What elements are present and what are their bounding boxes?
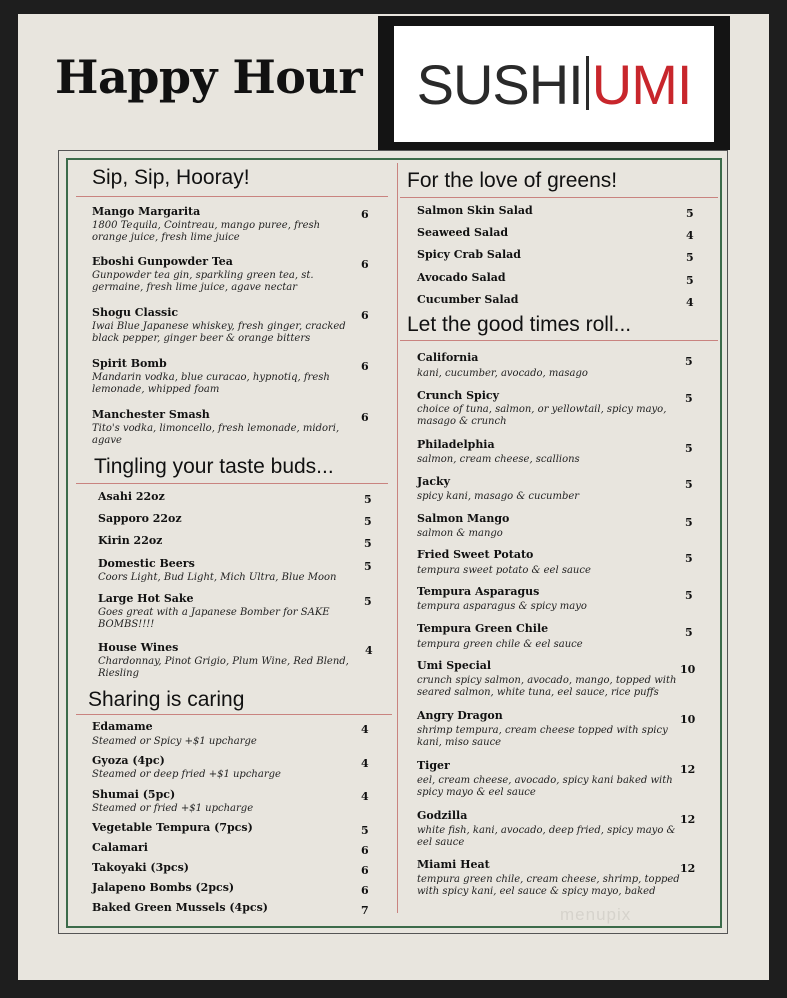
item-name: Gyoza (4pc) — [92, 754, 165, 767]
logo-divider — [586, 56, 589, 110]
item-name: Tempura Asparagus — [417, 585, 540, 598]
section-divider — [400, 340, 718, 341]
item-description: Chardonnay, Pinot Grigio, Plum Wine, Red Blend, Riesling — [98, 656, 349, 679]
section-divider — [400, 197, 718, 198]
item-name: Miami Heat — [417, 858, 490, 871]
item-name: Fried Sweet Potato — [417, 548, 534, 561]
item-name: Eboshi Gunpowder Tea — [92, 255, 233, 268]
item-description: Steamed or deep fried +$1 upcharge — [92, 769, 281, 780]
item-name: House Wines — [98, 641, 179, 654]
column-divider — [397, 163, 398, 913]
item-description: Coors Light, Bud Light, Mich Ultra, Blue Moon — [98, 572, 337, 583]
item-price: 5 — [686, 251, 694, 264]
item-price: 4 — [686, 296, 694, 309]
item-price: 10 — [680, 713, 696, 726]
item-description: tempura green chile & eel sauce — [417, 639, 583, 650]
item-name: Cucumber Salad — [417, 293, 519, 306]
section-title-rolls: Let the good times roll... — [407, 313, 632, 336]
item-name: Avocado Salad — [417, 271, 506, 284]
item-description: tempura asparagus & spicy mayo — [417, 601, 587, 612]
item-price: 5 — [364, 493, 372, 506]
page-title: Happy Hour — [55, 50, 363, 104]
item-description: tempura green chile, cream cheese, shrimp, topped with spicy kani, eel sauce & spicy mayo, baked — [417, 874, 680, 897]
watermark: menupix — [560, 905, 632, 924]
section-title-salads: For the love of greens! — [407, 169, 618, 192]
item-price: 6 — [361, 208, 369, 221]
section-divider — [76, 714, 392, 715]
item-price: 6 — [361, 258, 369, 271]
item-price: 6 — [361, 884, 369, 897]
logo — [378, 16, 730, 150]
item-name: Asahi 22oz — [98, 490, 165, 503]
item-name: Godzilla — [417, 809, 468, 822]
item-name: California — [417, 351, 479, 364]
item-name: Philadelphia — [417, 438, 495, 451]
item-description: 1800 Tequila, Cointreau, mango puree, fresh orange juice, fresh lime juice — [92, 220, 321, 243]
item-price: 4 — [686, 229, 694, 242]
item-name: Salmon Skin Salad — [417, 204, 533, 217]
item-name: Seaweed Salad — [417, 226, 509, 239]
item-price: 6 — [361, 411, 369, 424]
item-price: 12 — [680, 763, 696, 776]
item-price: 4 — [361, 757, 369, 770]
item-description: Iwai Blue Japanese whiskey, fresh ginger, cracked black pepper, ginger beer & orange bitters — [92, 321, 346, 344]
item-price: 5 — [361, 824, 369, 837]
item-name: Shogu Classic — [92, 306, 179, 319]
item-name: Shumai (5pc) — [92, 788, 176, 801]
item-name: Calamari — [92, 841, 148, 854]
item-price: 4 — [361, 723, 369, 736]
item-name: Crunch Spicy — [417, 389, 499, 402]
item-price: 4 — [361, 790, 369, 803]
section-title-sharing: Sharing is caring — [88, 688, 245, 711]
section-divider — [76, 196, 388, 197]
item-name: Spirit Bomb — [92, 357, 167, 370]
logo-panel — [394, 26, 714, 142]
item-name: Salmon Mango — [417, 512, 510, 525]
item-name: Mango Margarita — [92, 205, 201, 218]
item-name: Domestic Beers — [98, 557, 195, 570]
item-name: Tempura Green Chile — [417, 622, 549, 635]
item-description: spicy kani, masago & cucumber — [417, 491, 580, 502]
item-description: Gunpowder tea gin, sparkling green tea, st. germaine, fresh lime juice, agave nectar — [92, 270, 314, 293]
section-title-cocktails: Sip, Sip, Hooray! — [92, 166, 250, 189]
item-price: 5 — [685, 552, 693, 565]
item-name: Vegetable Tempura (7pcs) — [92, 821, 253, 834]
item-price: 5 — [364, 515, 372, 528]
item-price: 5 — [364, 560, 372, 573]
item-price: 6 — [361, 360, 369, 373]
item-name: Umi Special — [417, 659, 492, 672]
section-divider — [76, 483, 388, 484]
item-description: salmon, cream cheese, scallions — [417, 454, 580, 465]
item-name: Manchester Smash — [92, 408, 210, 421]
item-price: 5 — [686, 207, 694, 220]
logo-text-umi: UMI — [591, 52, 692, 116]
item-description: Goes great with a Japanese Bomber for SAKE BOMBS!!!! — [98, 607, 330, 630]
item-price: 6 — [361, 309, 369, 322]
item-price: 6 — [361, 844, 369, 857]
item-description: salmon & mango — [417, 528, 503, 539]
item-description: eel, cream cheese, avocado, spicy kani baked with spicy mayo & eel sauce — [417, 775, 673, 798]
item-price: 4 — [365, 644, 373, 657]
item-name: Edamame — [92, 720, 153, 733]
item-price: 5 — [686, 274, 694, 287]
item-price: 5 — [685, 392, 693, 405]
logo-wordmark — [416, 52, 692, 116]
item-price: 12 — [680, 813, 696, 826]
item-price: 5 — [364, 595, 372, 608]
section-title-beer-sake: Tingling your taste buds... — [94, 455, 334, 478]
item-name: Jalapeno Bombs (2pcs) — [92, 881, 235, 894]
item-price: 5 — [685, 589, 693, 602]
item-description: Steamed or fried +$1 upcharge — [92, 803, 254, 814]
item-price: 5 — [364, 537, 372, 550]
item-description: shrimp tempura, cream cheese topped with spicy kani, miso sauce — [417, 725, 668, 748]
item-name: Jacky — [417, 475, 451, 488]
item-description: white fish, kani, avocado, deep fried, spicy mayo & eel sauce — [417, 825, 676, 848]
item-name: Kirin 22oz — [98, 534, 163, 547]
item-price: 5 — [685, 442, 693, 455]
item-price: 7 — [361, 904, 369, 917]
item-name: Tiger — [417, 759, 450, 772]
item-name: Sapporo 22oz — [98, 512, 182, 525]
item-name: Baked Green Mussels (4pcs) — [92, 901, 268, 914]
item-name: Angry Dragon — [417, 709, 503, 722]
item-name: Large Hot Sake — [98, 592, 194, 605]
item-description: Steamed or Spicy +$1 upcharge — [92, 736, 257, 747]
item-description: Tito's vodka, limoncello, fresh lemonade, midori, agave — [92, 423, 340, 446]
item-price: 12 — [680, 862, 696, 875]
logo-text-sushi: SUSHI — [416, 52, 583, 116]
item-description: choice of tuna, salmon, or yellowtail, spicy mayo, masago & crunch — [417, 404, 667, 427]
item-description: crunch spicy salmon, avocado, mango, topped with seared salmon, white tuna, eel sauce, rice puffs — [417, 675, 677, 698]
item-description: tempura sweet potato & eel sauce — [417, 565, 591, 576]
item-description: kani, cucumber, avocado, masago — [417, 368, 588, 379]
item-name: Takoyaki (3pcs) — [92, 861, 190, 874]
item-price: 5 — [685, 478, 693, 491]
item-name: Spicy Crab Salad — [417, 248, 522, 261]
item-description: Mandarin vodka, blue curacao, hypnotiq, fresh lemonade, whipped foam — [92, 372, 330, 395]
item-price: 5 — [685, 626, 693, 639]
item-price: 6 — [361, 864, 369, 877]
item-price: 5 — [685, 516, 693, 529]
item-price: 5 — [685, 355, 693, 368]
item-price: 10 — [680, 663, 696, 676]
